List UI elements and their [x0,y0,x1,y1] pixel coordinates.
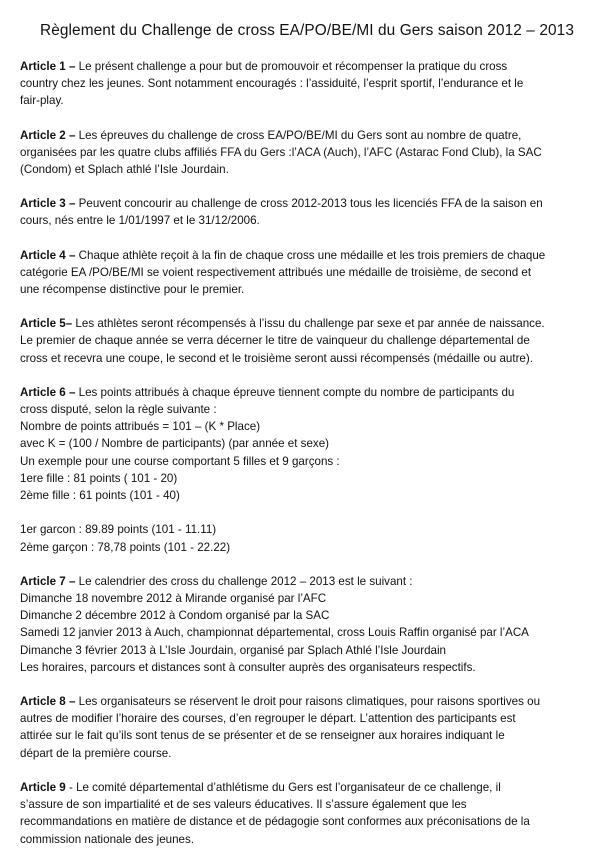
article-line [20,624,600,641]
article-line [20,418,600,435]
article-line [20,384,600,401]
article-text: recommandations en matière de distance et de pédagogie sont conformes aux préconisations de la [20,815,530,829]
article-text: Peuvent concourir au challenge de cross 2012-2013 tous les licenciés FFA de la saison en [75,197,543,211]
article-heading: Article 2 – [20,128,76,142]
article-line [20,75,600,92]
article-text: Les épreuves du challenge de cross EA/PO/BE/MI du Gers sont au nombre de quatre, [75,128,522,142]
article-text: organisées par les quatre clubs affiliés FFA du Gers :l’ACA (Auch), l’AFC (Astarac Fond Club), la SAC [20,145,542,159]
article-line [20,727,600,744]
article-text: Chaque athlète reçoit à la fin de chaque cross une médaille et les trois premiers de chaque [75,248,546,262]
article-2 [20,127,600,179]
article-line [20,144,600,161]
article-text: Le calendrier des cross du challenge 2012 – 2013 est le suivant : [75,574,413,588]
article-text: une récompense distinctive pour le premier. [20,283,245,297]
article-6 [20,384,600,556]
article-text: Dimanche 2 décembre 2012 à Condom organisé par la SAC [20,609,330,623]
article-text: fair-play. [20,94,64,108]
article-text: 1er garcon : 89.89 points (101 - 11.11) [20,523,217,537]
article-9 [20,779,600,848]
article-text: cross disputé, selon la règle suivante : [20,403,217,417]
article-4 [20,247,600,299]
article-line [20,127,600,144]
article-text: Les athlètes seront récompensés à l’issu du challenge par sexe et par année de naissance. [72,317,545,331]
article-text: Samedi 12 janvier 2013 à Auch, championnat départemental, cross Louis Raffin organisé par l’ACA [20,626,529,640]
article-text: - Le comité départemental d’athlétisme du Gers est l’organisateur de ce challenge, il [65,780,501,794]
article-text: attirée sur le fait qu’ils sont tenus de se présenter et de se renseigner aux horaires indiquant le [20,729,505,743]
article-line [20,281,600,298]
article-line [20,693,600,710]
article-heading: Article 4 – [20,248,76,262]
article-text: Le premier de chaque année se verra décerner le titre de vainqueur du challenge départemental de [20,334,530,348]
article-line [20,659,600,676]
article-line [20,435,600,452]
article-heading: Article 9 [20,780,66,794]
article-line [20,470,600,487]
article-text: cross et recevra une coupe, le second et le troisième seront aussi récompensés (médaille ou autre). [20,351,533,365]
article-text: autres de modifier l’horaire des courses, d’en regrouper le départ. L’attention des participants est [20,712,516,726]
article-heading: Article 7 – [20,574,76,588]
article-line [20,332,600,349]
article-heading: Article 1 – [20,60,76,73]
article-text: Les points attribués à chaque épreuve tiennent compte du nombre de participants du [75,385,515,399]
article-text: Les horaires, parcours et distances sont à consulter auprès des organisateurs respectifs. [20,660,476,674]
article-text: commission nationale des jeunes. [20,832,195,846]
article-line [20,831,600,848]
article-text: (Condom) et Splach athlé l’Isle Jourdain. [20,163,229,177]
article-line [20,247,600,264]
article-text: s’assure de son impartialité et de ses valeurs éducatives. Il s’assure également que les [20,798,467,812]
article-text: country chez les jeunes. Sont notamment encouragés : l’assiduité, l’esprit sportif, l’endurance et le [20,77,524,91]
article-line [20,779,600,796]
article-5 [20,315,600,367]
article-line [20,504,600,521]
article-3 [20,195,600,229]
article-text: Un exemple pour une course comportant 5 filles et 9 garçons : [20,454,340,468]
article-text: Dimanche 18 novembre 2012 à Mirande organisé par l’AFC [20,592,327,606]
article-line [20,487,600,504]
article-text: avec K = (100 / Nombre de participants) (par année et sexe) [20,437,330,451]
article-text: 2ème fille : 61 points (101 - 40) [20,489,180,503]
article-line [20,315,600,332]
article-line [20,264,600,281]
article-heading: Article 8 – [20,695,76,709]
article-line [20,521,600,538]
article-line [20,350,600,367]
article-line [20,453,600,470]
article-line [20,92,600,109]
article-line [20,212,600,229]
article-line [20,590,600,607]
article-text: Le présent challenge a pour but de promouvoir et récompenser la pratique du cross [75,60,508,73]
article-line [20,161,600,178]
article-7 [20,573,600,676]
article-line [20,813,600,830]
article-line [20,539,600,556]
article-1 [20,58,600,110]
article-text: 2ème garçon : 78,78 points (101 - 22.22) [20,540,231,554]
article-line [20,573,600,590]
article-text: cours, nés entre le 1/01/1997 et le 31/12/2006. [20,214,260,228]
article-heading: Article 5– [20,317,73,331]
document-title: Règlement du Challenge de cross EA/PO/BE/MI du Gers saison 2012 – 2013 [39,22,574,39]
article-text: Nombre de points attribués = 101 – (K * Place) [20,420,261,434]
article-text: Les organisateurs se réservent le droit pour raisons climatiques, pour raisons sportives ou [75,695,541,709]
article-line [20,195,600,212]
article-text: 1ere fille : 81 points ( 101 - 20) [20,471,178,485]
article-line [20,710,600,727]
article-text: catégorie EA /PO/BE/MI se voient respectivement attribués une médaille de troisième, de second et [20,265,532,279]
article-line [20,401,600,418]
article-line [20,796,600,813]
article-heading: Article 3 – [20,197,76,211]
article-line [20,745,600,762]
article-8 [20,693,600,762]
article-text: départ de la première course. [20,746,172,760]
article-line [20,607,600,624]
article-line [20,642,600,659]
article-line [20,58,600,75]
article-text: Dimanche 3 février 2013 à L’Isle Jourdain, organisé par Splach Athlé l’Isle Jourdain [20,643,446,657]
article-heading: Article 6 – [20,385,76,399]
document-body [20,58,600,865]
